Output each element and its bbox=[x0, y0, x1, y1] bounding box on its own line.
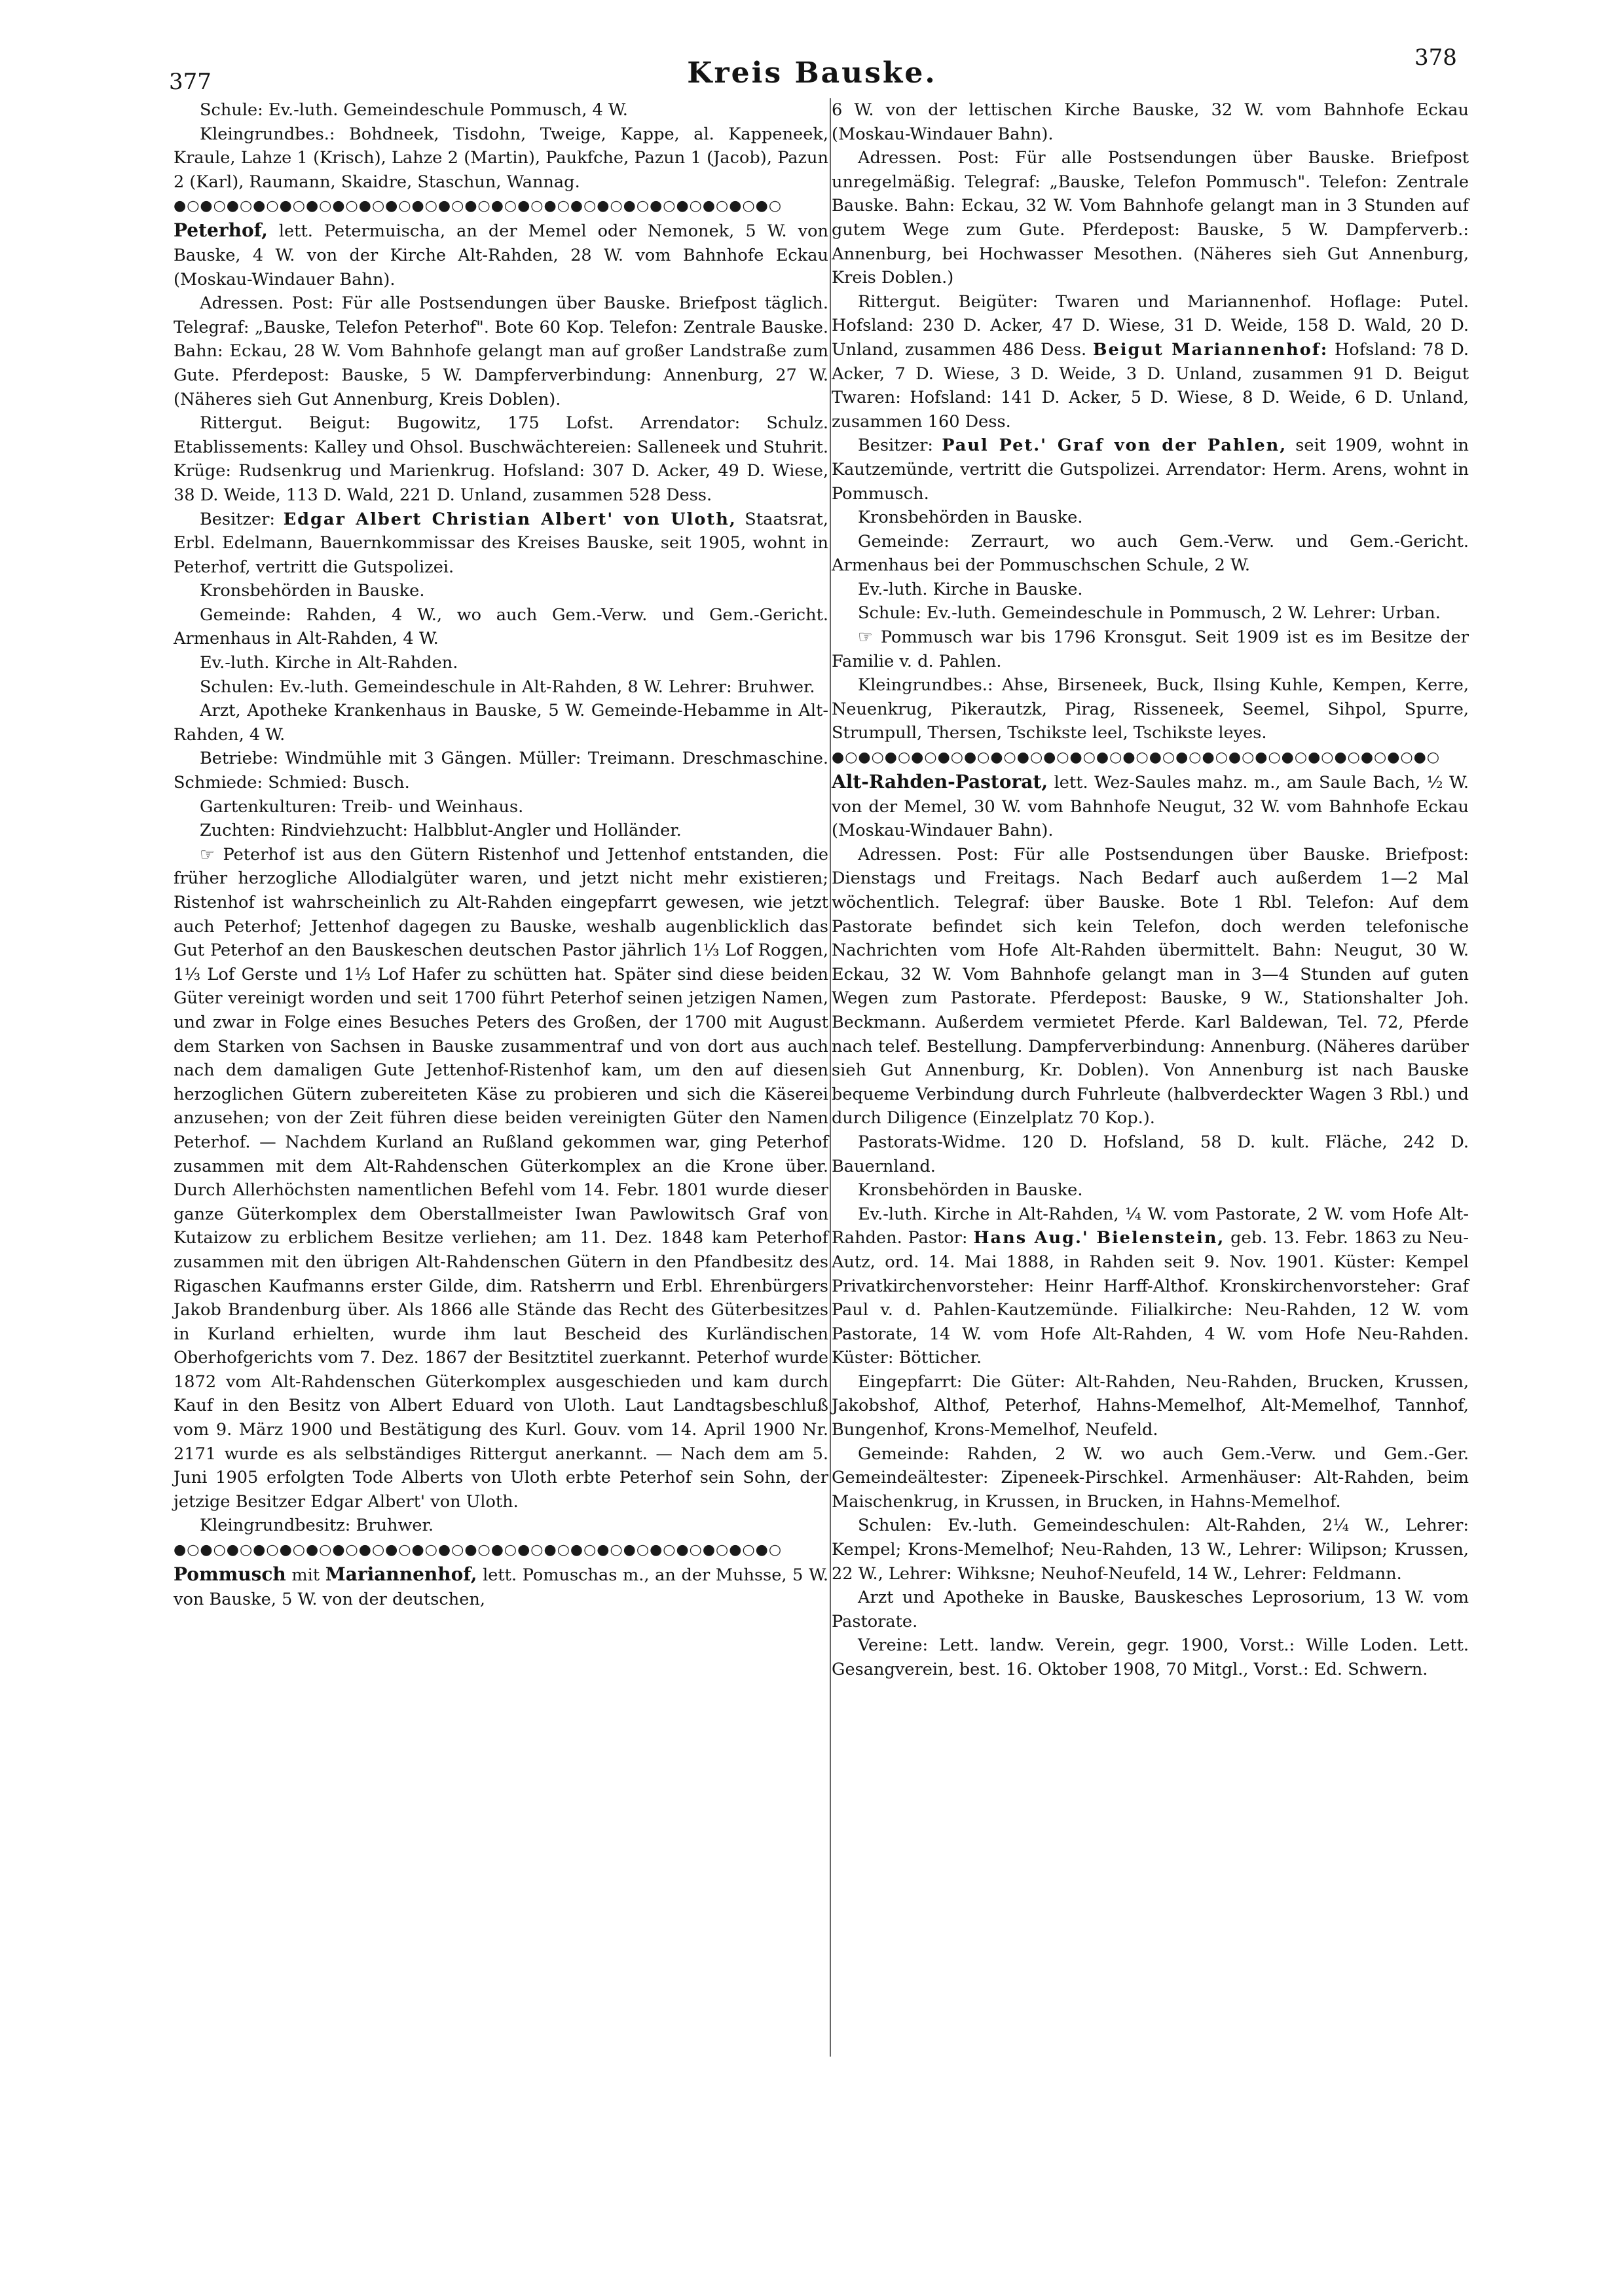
paragraph-schule: Schule: Ev.-luth. Gemeindeschule in Pommusch, 2 W. Lehrer: Urban. bbox=[858, 603, 1441, 624]
ornament-divider: ●○●○●○●○●○●○●○●○●○●○●○●○●○●○●○●○●○●○●○●○●○●○●○ bbox=[174, 1542, 783, 1559]
left-column bbox=[174, 98, 828, 1611]
ornament-divider: ●○●○●○●○●○●○●○●○●○●○●○●○●○●○●○●○●○●○●○●○●○●○●○ bbox=[174, 198, 783, 215]
column-divider bbox=[830, 98, 831, 2057]
page-number-right: 378 bbox=[1414, 45, 1457, 71]
paragraph-adressen: Adressen. Post: Für alle Postsendungen über Bauske. Briefpost täglich. Telegraf: „Bauske, Telefon Peterhof". Bote 60 Kop. Telefon: Zentrale Bauske. Bahn: Eckau, 28 W. Vom Bahnhofe gelangt man auf großer Landstraße zum Gute. Pferdepost: Bauske, 5 W. Dampferverbindung: Annenburg, 27 W. (Näheres sieh Gut Annenburg, Kreis Doblen). bbox=[174, 293, 828, 409]
paragraph-adressen-2: Adressen. Post: Für alle Postsendungen über Bauske. Briefpost: Dienstags und Freitags. Nach Bedarf auch außerdem 1—2 Mal wöchentlich. Telegraf: über Bauske. Bote 1 Rbl. Telefon: Auf dem Pastorate befindet sich kein Telefon, doch werden telefonische Nachrichten vom Hofe Alt-Rahden übermittelt. Bahn: Neugut, 30 W. Eckau, 32 W. Vom Bahnhofe gelangt man in 3—4 Stunden auf guten Wegen zum Pastorate. Pferdepost: Bauske, 9 W., Stationshalter Joh. Beckmann. Außerdem vermietet Pferde. Karl Baldewan, Tel. 72, Pferde nach telef. Bestellung. Dampferverbindung: Annenburg. (Näheres darüber sieh Gut Annenburg, Kr. Doblen). Von Annenburg ist nach Bauske bequeme Verbindung durch Fuhrleute (halbverdeckter Wagen 3 Rbl.) und durch Diligence (Einzelplatz 70 Kop.). bbox=[832, 844, 1469, 1129]
paragraph-kirche: Ev.-luth. Kirche in Bauske. bbox=[858, 579, 1083, 599]
owner-text: seit 1909, wohnt in Kautzemünde, vertritt die Gutspolizei. Arrendator: Herm. Arens, wohnt in Pommusch. bbox=[832, 436, 1469, 504]
entry-intro-alt-rahden: lett. Wez-Saules mahz. m., am Saule Bach, ½ W. von der Memel, 30 W. vom Bahnhofe Neugut, 32 W. vom Bahnhofe Eckau (Moskau-Windauer Bahn). bbox=[832, 773, 1469, 841]
owner-name: Paul Pet.' Graf von der Pahlen, bbox=[942, 436, 1287, 456]
right-column bbox=[832, 98, 1469, 1682]
paragraph-history: ☞ Peterhof ist aus den Gütern Ristenhof und Jettenhof entstanden, die früher herzogliche Allodialgüter waren, und jetzt nicht mehr existieren; Ristenhof ist wahrscheinlich zu Alt-Rahden eingepfarrt gewesen, wie jetzt auch Peterhof; Jettenhof dagegen zu Bauske, weshalb augenblicklich das Gut Peterhof an den Bauskeschen deutschen Pastor jährlich 1⅓ Lof Roggen, 1⅓ Lof Gerste und 1⅓ Lof Hafer zu schütten hat. Später sind diese beiden Güter vereinigt worden und seit 1700 führt Peterhof seinen jetzigen Namen, und zwar in Folge eines Besuches Peters des Großen, der 1700 mit August dem Starken von Sachsen in Bauske zusammentraf und von dort aus auch nach dem damaligen Gute Jettenhof-Ristenhof kam, um den auf diesen herzoglichen Gütern zubereiteten Käse zu probieren und sich die Käserei anzusehen; von der Zeit führen diese beiden vereinigten Güter den Namen Peterhof. — Nachdem Kurland an Rußland gekommen war, ging Peterhof zusammen mit dem Alt-Rahdenschen Güterkomplex an die Krone über. Durch Allerhöchsten namentlichen Befehl vom 14. Febr. 1801 wurde dieser ganze Güterkomplex dem Oberstallmeister Iwan Pawlowitsch Graf von Kutaizow zu erblichem Besitze verliehen; am 11. Dez. 1848 kam Peterhof zusammen mit den übrigen Alt-Rahdenschen Gütern in den Pfandbesitz des Rigaschen Kaufmanns erster Gilde, dim. Ratsherrn und Erbl. Ehrenbürgers Jakob Brandenburg über. Als 1866 alle Stände das Recht des Güterbesitzes in Kurland erhielten, wurde ihm laut Bescheid des Kurländischen Oberhofgerichts vom 7. Dez. 1867 der Besitztitel zuerkannt. Peterhof wurde 1872 vom Alt-Rahdenschen Güterkomplex ausgeschieden und kam durch Kauf in den Besitz von Albert Eduard von Uloth. Laut Landtagsbeschluß vom 9. März 1900 und Bestätigung des Kurl. Gouv. vom 14. April 1900 Nr. 2171 wurde es als selbständiges Rittergut anerkannt. — Nach dem am 5. Juni 1905 erfolgten Tode Alberts von Uloth erbte Peterhof sein Sohn, der jetzige Besitzer Edgar Albert' von Uloth. bbox=[174, 844, 828, 1512]
paragraph-gemeinde-2: Gemeinde: Rahden, 2 W. wo auch Gem.-Verw. und Gem.-Ger. Gemeindeältester: Zipeneek-Pirschkel. Armenhäuser: Alt-Rahden, beim Maischenkrug, in Krussen, in Brucken, in Hahns-Memelhof. bbox=[832, 1444, 1469, 1512]
paragraph-kirche-2 bbox=[832, 1203, 1469, 1370]
paragraph-besitzer bbox=[174, 508, 828, 580]
paragraph-rittergut: Rittergut. Beigut: Bugowitz, 175 Lofst. Arrendator: Schulz. Etablissements: Kalley und Ohsol. Buschwächtereien: Salleneek und Stuhrit. Krüge: Rudsenkrug und Marienkrug. Hofsland: 307 D. Acker, 49 D. Wiese, 38 D. Weide, 113 D. Wald, 221 D. Unland, zusammen 528 Dess. bbox=[174, 413, 828, 505]
paragraph-kronsbehoerden: Kronsbehörden in Bauske. bbox=[858, 508, 1083, 528]
kirche-text-2: geb. 13. Febr. 1863 zu Neu-Autz, ord. 14. Mai 1888, in Rahden seit 9. Nov. 1901. Küster: Kempel Privatkirchenvorsteher: Heinr Harff-Althof. Kronskirchenvorsteher: Graf Paul v. d. Pahlen-Kautzemünde. Filialkirche: Neu-Rahden, 12 W. vom Pastorate, 14 W. vom Hofe Alt-Rahden, 4 W. vom Hofe Neu-Rahden. Küster: Bötticher. bbox=[832, 1228, 1469, 1368]
owner-name: Edgar Albert Christian Albert' von Uloth, bbox=[283, 509, 737, 529]
entry-title-alt-rahden: Alt-Rahden-Pastorat, bbox=[832, 771, 1048, 793]
paragraph-schulen: Schulen: Ev.-luth. Gemeindeschule in Alt-Rahden, 8 W. Lehrer: Bruhwer. bbox=[200, 677, 815, 697]
paragraph-zuchten: Zuchten: Rindviehzucht: Halbblut-Angler und Holländer. bbox=[200, 821, 682, 841]
paragraph-adressen: Adressen. Post: Für alle Postsendungen über Bauske. Briefpost unregelmäßig. Telegraf: „Bauske, Telefon Pommusch". Telefon: Zentrale Bauske. Bahn: Eckau, 32 W. Vom Bahnhofe gelangt man in 3 Stunden auf gutem Wege zum Gute. Pferdepost: Bauske, 5 W. Dampferverb.: Annenburg, bei Hochwasser Mesothen. (Näheres sieh Gut Annenburg, Kreis Doblen.) bbox=[832, 148, 1469, 288]
pastor-name: Hans Aug.' Bielenstein, bbox=[973, 1228, 1225, 1248]
rittergut-text: Rittergut. Beigüter: Twaren und Mariannenhof. Hoflage: Putel. Hofsland: 230 D. Acker, 47 D. Wiese, 31 D. Weide, 158 D. Wald, 20 D. Unland, zusammen 486 Dess. bbox=[832, 291, 1469, 360]
ornament-divider: ●○●○●○●○●○●○●○●○●○●○●○●○●○●○●○●○●○●○●○●○●○●○●○ bbox=[832, 749, 1441, 766]
entry-title-peterhof: Peterhof, bbox=[174, 219, 268, 242]
paragraph-gartenkulturen: Gartenkulturen: Treib- und Weinhaus. bbox=[200, 796, 524, 817]
beigut-mariannenhof: Beigut Mariannenhof: bbox=[1092, 339, 1329, 360]
paragraph-gemeinde: Gemeinde: Zerraurt, wo auch Gem.-Verw. und Gem.-Gericht. Armenhaus bei der Pommuschschen Schule, 2 W. bbox=[832, 531, 1469, 576]
paragraph-kleingrundbesitz-2: Kleingrundbesitz: Bruhwer. bbox=[200, 1516, 434, 1536]
entry-mid-pommusch: mit bbox=[286, 1565, 325, 1586]
rittergut-text-2: Hofsland: 78 D. Acker, 7 D. Wiese, 3 D. Weide, 3 D. Unland, zusammen 91 D. Beigut Twaren: Hofsland: 141 D. Acker, 5 D. Wiese, 8 D. Weide, 6 D. Unland, zusammen 160 Dess. bbox=[832, 339, 1469, 432]
paragraph-schulen: Schulen: Ev.-luth. Gemeindeschulen: Alt-Rahden, 2¼ W., Lehrer: Kempel; Krons-Memelhof; Neu-Rahden, 13 W., Lehrer: Wilipson; Krussen, 22 W., Lehrer: Wihksne; Neuhof-Neufeld, 14 W., Lehrer: Feldmann. bbox=[832, 1516, 1469, 1584]
paragraph-widme: Pastorats-Widme. 120 D. Hofsland, 58 D. kult. Fläche, 242 D. Bauernland. bbox=[832, 1132, 1469, 1176]
paragraph-kleingrundbesitz: Kleingrundbes.: Ahse, Birseneek, Buck, Ilsing Kuhle, Kempen, Kerre, Neuenkrug, Pikerautzk, Pirag, Risseneek, Seemel, Sihpol, Spurre, Strumpull, Thersen, Tschikste leel, Tschikste leyes. bbox=[832, 675, 1469, 743]
paragraph-kirche: Ev.-luth. Kirche in Alt-Rahden. bbox=[200, 653, 458, 673]
paragraph-kronsbehoerden: Kronsbehörden in Bauske. bbox=[200, 581, 425, 601]
paragraph-gemeinde: Gemeinde: Rahden, 4 W., wo auch Gem.-Verw. und Gem.-Gericht. Armenhaus in Alt-Rahden, 4 W. bbox=[174, 605, 828, 649]
paragraph-arzt: Arzt, Apotheke Krankenhaus in Bauske, 5 W. Gemeinde-Hebamme in Alt-Rahden, 4 W. bbox=[174, 701, 828, 745]
page-number-left: 377 bbox=[169, 69, 212, 95]
paragraph-arzt: Arzt und Apotheke in Bauske, Bauskesches Leprosorium, 13 W. vom Pastorate. bbox=[832, 1588, 1469, 1632]
owner-label: Besitzer: bbox=[200, 509, 284, 529]
paragraph-eingepfarrt: Eingepfarrt: Die Güter: Alt-Rahden, Neu-Rahden, Brucken, Krussen, Jakobshof, Althof, Peterhof, Hahns-Memelhof, Alt-Memelhof, Tannhof, Bungenhof, Krons-Memelhof, Neufeld. bbox=[832, 1371, 1469, 1440]
entry-title-pommusch: Pommusch bbox=[174, 1563, 286, 1586]
paragraph-vereine: Vereine: Lett. landw. Verein, gegr. 1900, Vorst.: Wille Loden. Lett. Gesangverein, best. 16. Oktober 1908, 70 Mitgl., Vorst.: Ed. Schwern. bbox=[832, 1635, 1469, 1679]
entry-intro-peterhof: lett. Petermuischa, an der Memel oder Nemonek, 5 W. von Bauske, 4 W. von der Kirche Alt-Rahden, 28 W. vom Bahnhofe Eckau (Moskau-Windauer Bahn). bbox=[174, 221, 828, 289]
paragraph-pommusch-cont: 6 W. von der lettischen Kirche Bauske, 32 W. vom Bahnhofe Eckau (Moskau-Windauer Bahn). bbox=[832, 100, 1469, 144]
paragraph-besitzer bbox=[832, 434, 1469, 506]
paragraph-rittergut bbox=[832, 290, 1469, 434]
entry-pommusch bbox=[174, 1563, 828, 1611]
owner-text: Staatsrat, Erbl. Edelmann, Bauernkommissar des Kreises Bauske, seit 1905, wohnt in Peterhof, vertritt die Gutspolizei. bbox=[174, 509, 828, 577]
paragraph-kronsbehoerden-2: Kronsbehörden in Bauske. bbox=[858, 1180, 1083, 1201]
paragraph-betriebe: Betriebe: Windmühle mit 3 Gängen. Müller: Treimann. Dreschmaschine. Schmiede: Schmied: Busch. bbox=[174, 749, 828, 793]
owner-label: Besitzer: bbox=[858, 436, 942, 456]
paragraph-schule: Schule: Ev.-luth. Gemeindeschule Pommusch, 4 W. bbox=[200, 100, 628, 120]
entry-alt-rahden-pastorat bbox=[832, 770, 1469, 843]
running-head: Kreis Bauske. bbox=[687, 56, 937, 90]
paragraph-note: ☞ Pommusch war bis 1796 Kronsgut. Seit 1909 ist es im Besitze der Familie v. d. Pahlen. bbox=[832, 627, 1469, 671]
kirche-text: Ev.-luth. Kirche in Alt-Rahden, ¼ W. vom Pastorate, 2 W. vom Hofe Alt-Rahden. Pastor: bbox=[832, 1204, 1469, 1248]
entry-peterhof bbox=[174, 219, 828, 291]
entry-title-mariannenhof: Mariannenhof, bbox=[325, 1563, 477, 1586]
paragraph-kleingrundbesitz: Kleingrundbes.: Bohdneek, Tisdohn, Tweige, Kappe, al. Kappeneek, Kraule, Lahze 1 (Krisch), Lahze 2 (Martin), Paukfche, Pazun 1 (Jacob), Pazun 2 (Karl), Raumann, Skaidre, Staschun, Wannag. bbox=[174, 124, 828, 192]
entry-intro-pommusch: lett. Pomuschas m., an der Muhsse, 5 W. von Bauske, 5 W. von der deutschen, bbox=[174, 1565, 828, 1609]
